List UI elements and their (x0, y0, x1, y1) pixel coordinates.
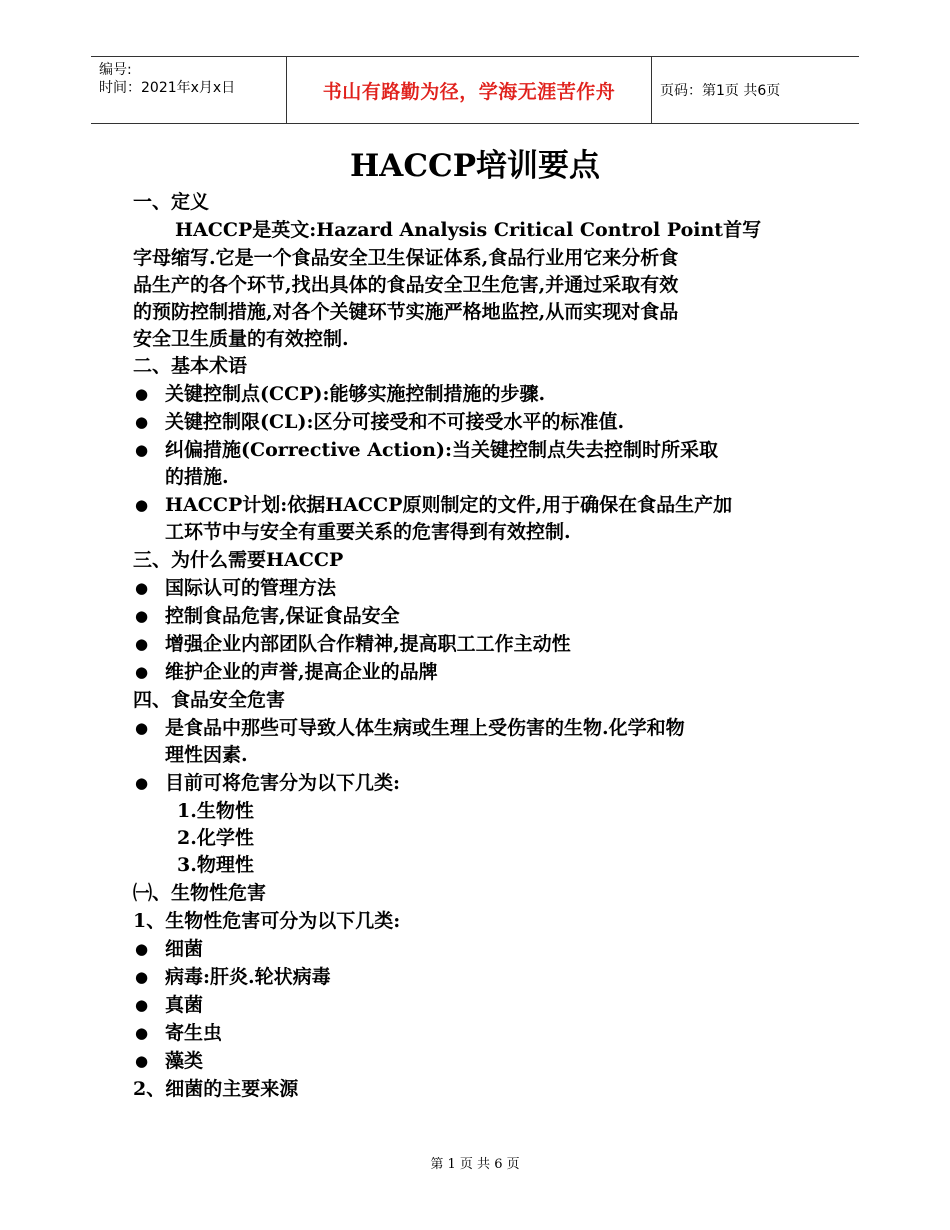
text-line: 3.物理性 (177, 854, 254, 876)
text-line: 是食品中那些可导致人体生病或生理上受伤害的生物.化学和物 (165, 717, 685, 739)
text-line: 国际认可的管理方法 (165, 577, 337, 599)
text-line: 藻类 (165, 1050, 204, 1072)
text-line: 工环节中与安全有重要关系的危害得到有效控制. (165, 521, 571, 543)
bullet-icon: ● (135, 663, 149, 681)
text-line: 四、食品安全危害 (133, 689, 286, 711)
text-line: HACCP是英文:Hazard Analysis Critical Control Point首写 (175, 219, 762, 241)
document-header (91, 56, 859, 124)
text-line: 病毒:肝炎.轮状病毒 (165, 966, 331, 988)
text-line: 增强企业内部团队合作精神,提高职工工作主动性 (165, 633, 571, 655)
text-line: HACCP计划:依据HACCP原则制定的文件,用于确保在食品生产加 (165, 494, 733, 516)
bullet-icon: ● (135, 719, 149, 737)
text-line: 细菌 (165, 938, 204, 960)
bullet-icon: ● (135, 968, 149, 986)
text-line: 1、生物性危害可分为以下几类: (133, 910, 401, 932)
text-line: 字母缩写.它是一个食品安全卫生保证体系,食品行业用它来分析食 (133, 247, 679, 269)
text-line: 品生产的各个环节,找出具体的食品安全卫生危害,并通过采取有效 (133, 274, 679, 296)
text-line: 三、为什么需要HACCP (133, 549, 344, 571)
text-line: 关键控制限(CL):区分可接受和不可接受水平的标准值. (165, 411, 625, 433)
bullet-icon: ● (135, 1052, 149, 1070)
bullet-icon: ● (135, 496, 149, 514)
page-footer: 第 1 页 共 6 页 (430, 1157, 520, 1172)
header-meta (91, 57, 286, 123)
text-line: 的措施. (165, 466, 229, 488)
text-line: ㈠、生物性危害 (133, 882, 267, 904)
bullet-icon: ● (135, 774, 149, 792)
bullet-icon: ● (135, 1024, 149, 1042)
text-line: 的预防控制措施,对各个关键环节实施严格地监控,从而实现对食品 (133, 301, 679, 323)
text-line: 安全卫生质量的有效控制. (133, 328, 349, 350)
text-line: 2、细菌的主要来源 (133, 1078, 299, 1100)
text-line: 维护企业的声誉,提高企业的品牌 (165, 661, 438, 683)
bullet-icon: ● (135, 940, 149, 958)
text-line: 目前可将危害分为以下几类: (165, 772, 401, 794)
header-motto: 书山有路勤为径，学海无涯苦作舟 (286, 57, 652, 123)
page-title: HACCP培训要点 (350, 148, 600, 184)
text-line: 一、定义 (133, 191, 210, 213)
bullet-icon: ● (135, 441, 149, 459)
bullet-icon: ● (135, 635, 149, 653)
text-line: 纠偏措施(Corrective Action):当关键控制点失去控制时所采取 (165, 439, 718, 461)
bullet-icon: ● (135, 579, 149, 597)
bullet-icon: ● (135, 413, 149, 431)
bullet-icon: ● (135, 607, 149, 625)
bullet-icon: ● (135, 385, 149, 403)
text-line: 2.化学性 (177, 827, 254, 849)
time-label: 时间：2021年x月x日 (99, 80, 236, 96)
text-line: 控制食品危害,保证食品安全 (165, 605, 400, 627)
text-line: 关键控制点(CCP):能够实施控制措施的步骤. (165, 383, 546, 405)
number-label: 编号: (99, 62, 132, 78)
bullet-icon: ● (135, 996, 149, 1014)
header-page-info: 页码：第1页 共6页 (660, 83, 781, 99)
text-line: 寄生虫 (165, 1022, 223, 1044)
text-line: 1.生物性 (177, 800, 254, 822)
text-line: 真菌 (165, 994, 204, 1016)
text-line: 二、基本术语 (133, 355, 248, 377)
text-line: 理性因素. (165, 744, 248, 766)
